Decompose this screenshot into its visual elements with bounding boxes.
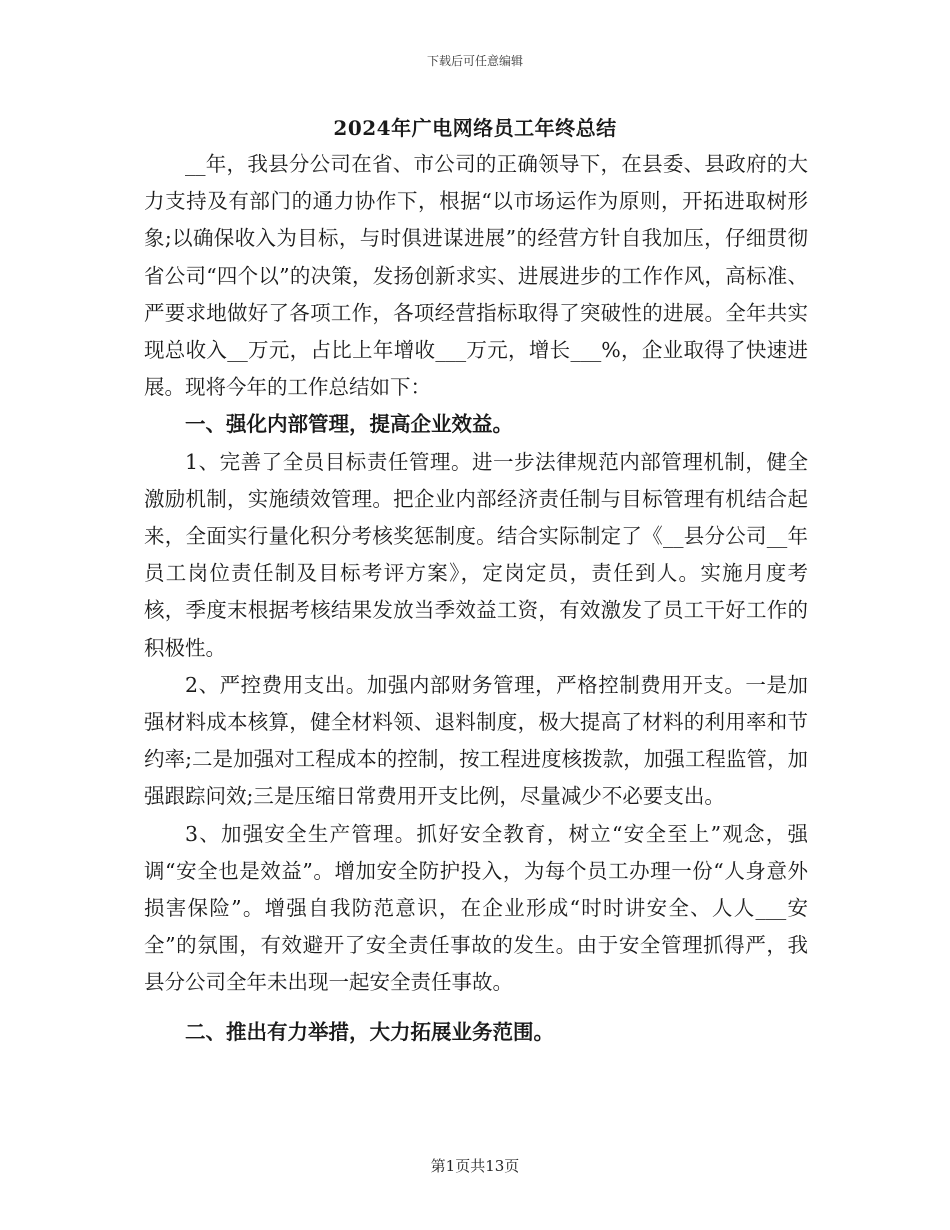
paragraph-item-1: 1、完善了全员目标责任管理。进一步法律规范内部管理机制，健全激励机制，实施绩效管理。把企业内部经济责任制与目标管理有机结合起来，全面实行量化积分考核奖惩制度。结合实际制定了《__县分公司__年员工岗位责任制及目标考评方案》，定岗定员，责任到人。实施月度考核，季度末根据考核结果发放当季效益工资，有效激发了员工干好工作的积极性。 [144,449,808,660]
document-title: 2024年广电网络员工年终总结 [333,116,617,140]
section-heading-2: 二、推出有力举措，大力拓展业务范围。 [185,1019,554,1044]
paragraph-item-2: 2、严控费用支出。加强内部财务管理，严格控制费用开支。一是加强材料成本核算，健全材料领、退料制度，极大提高了材料的利用率和节约率;二是加强对工程成本的控制，按工程进度核拨款，加强工程监管，加强跟踪问效;三是压缩日常费用开支比例，尽量减少不必要支出。 [144,672,808,809]
page-number: 第1页共13页 [430,1157,520,1175]
paragraph-item-3: 3、加强安全生产管理。抓好安全教育，树立“安全至上”观念，强调“安全也是效益”。增加安全防护投入，为每个员工办理一份“人身意外损害保险”。增强自我防范意识，在企业形成“时时讲安全、人人___安全”的氛围，有效避开了安全责任事故的发生。由于安全管理抓得严，我县分公司全年未出现一起安全责任事故。 [144,821,808,995]
document-body [144,146,808,1051]
paragraph-intro: __年，我县分公司在省、市公司的正确领导下，在县委、县政府的大力支持及有部门的通力协作下，根据“以市场运作为原则，开拓进取树形象;以确保收入为目标，与时俱进谋进展”的经营方针自我加压，仔细贯彻省公司“四个以”的决策，发扬创新求实、进展进步的工作作风，高标准、严要求地做好了各项工作，各项经营指标取得了突破性的进展。全年共实现总收入__万元，占比上年增收___万元，增长___%，企业取得了快速进展。现将今年的工作总结如下： [144,152,808,400]
header-note: 下载后可任意编辑 [426,54,523,68]
section-heading-1: 一、强化内部管理，提高企业效益。 [185,412,513,437]
